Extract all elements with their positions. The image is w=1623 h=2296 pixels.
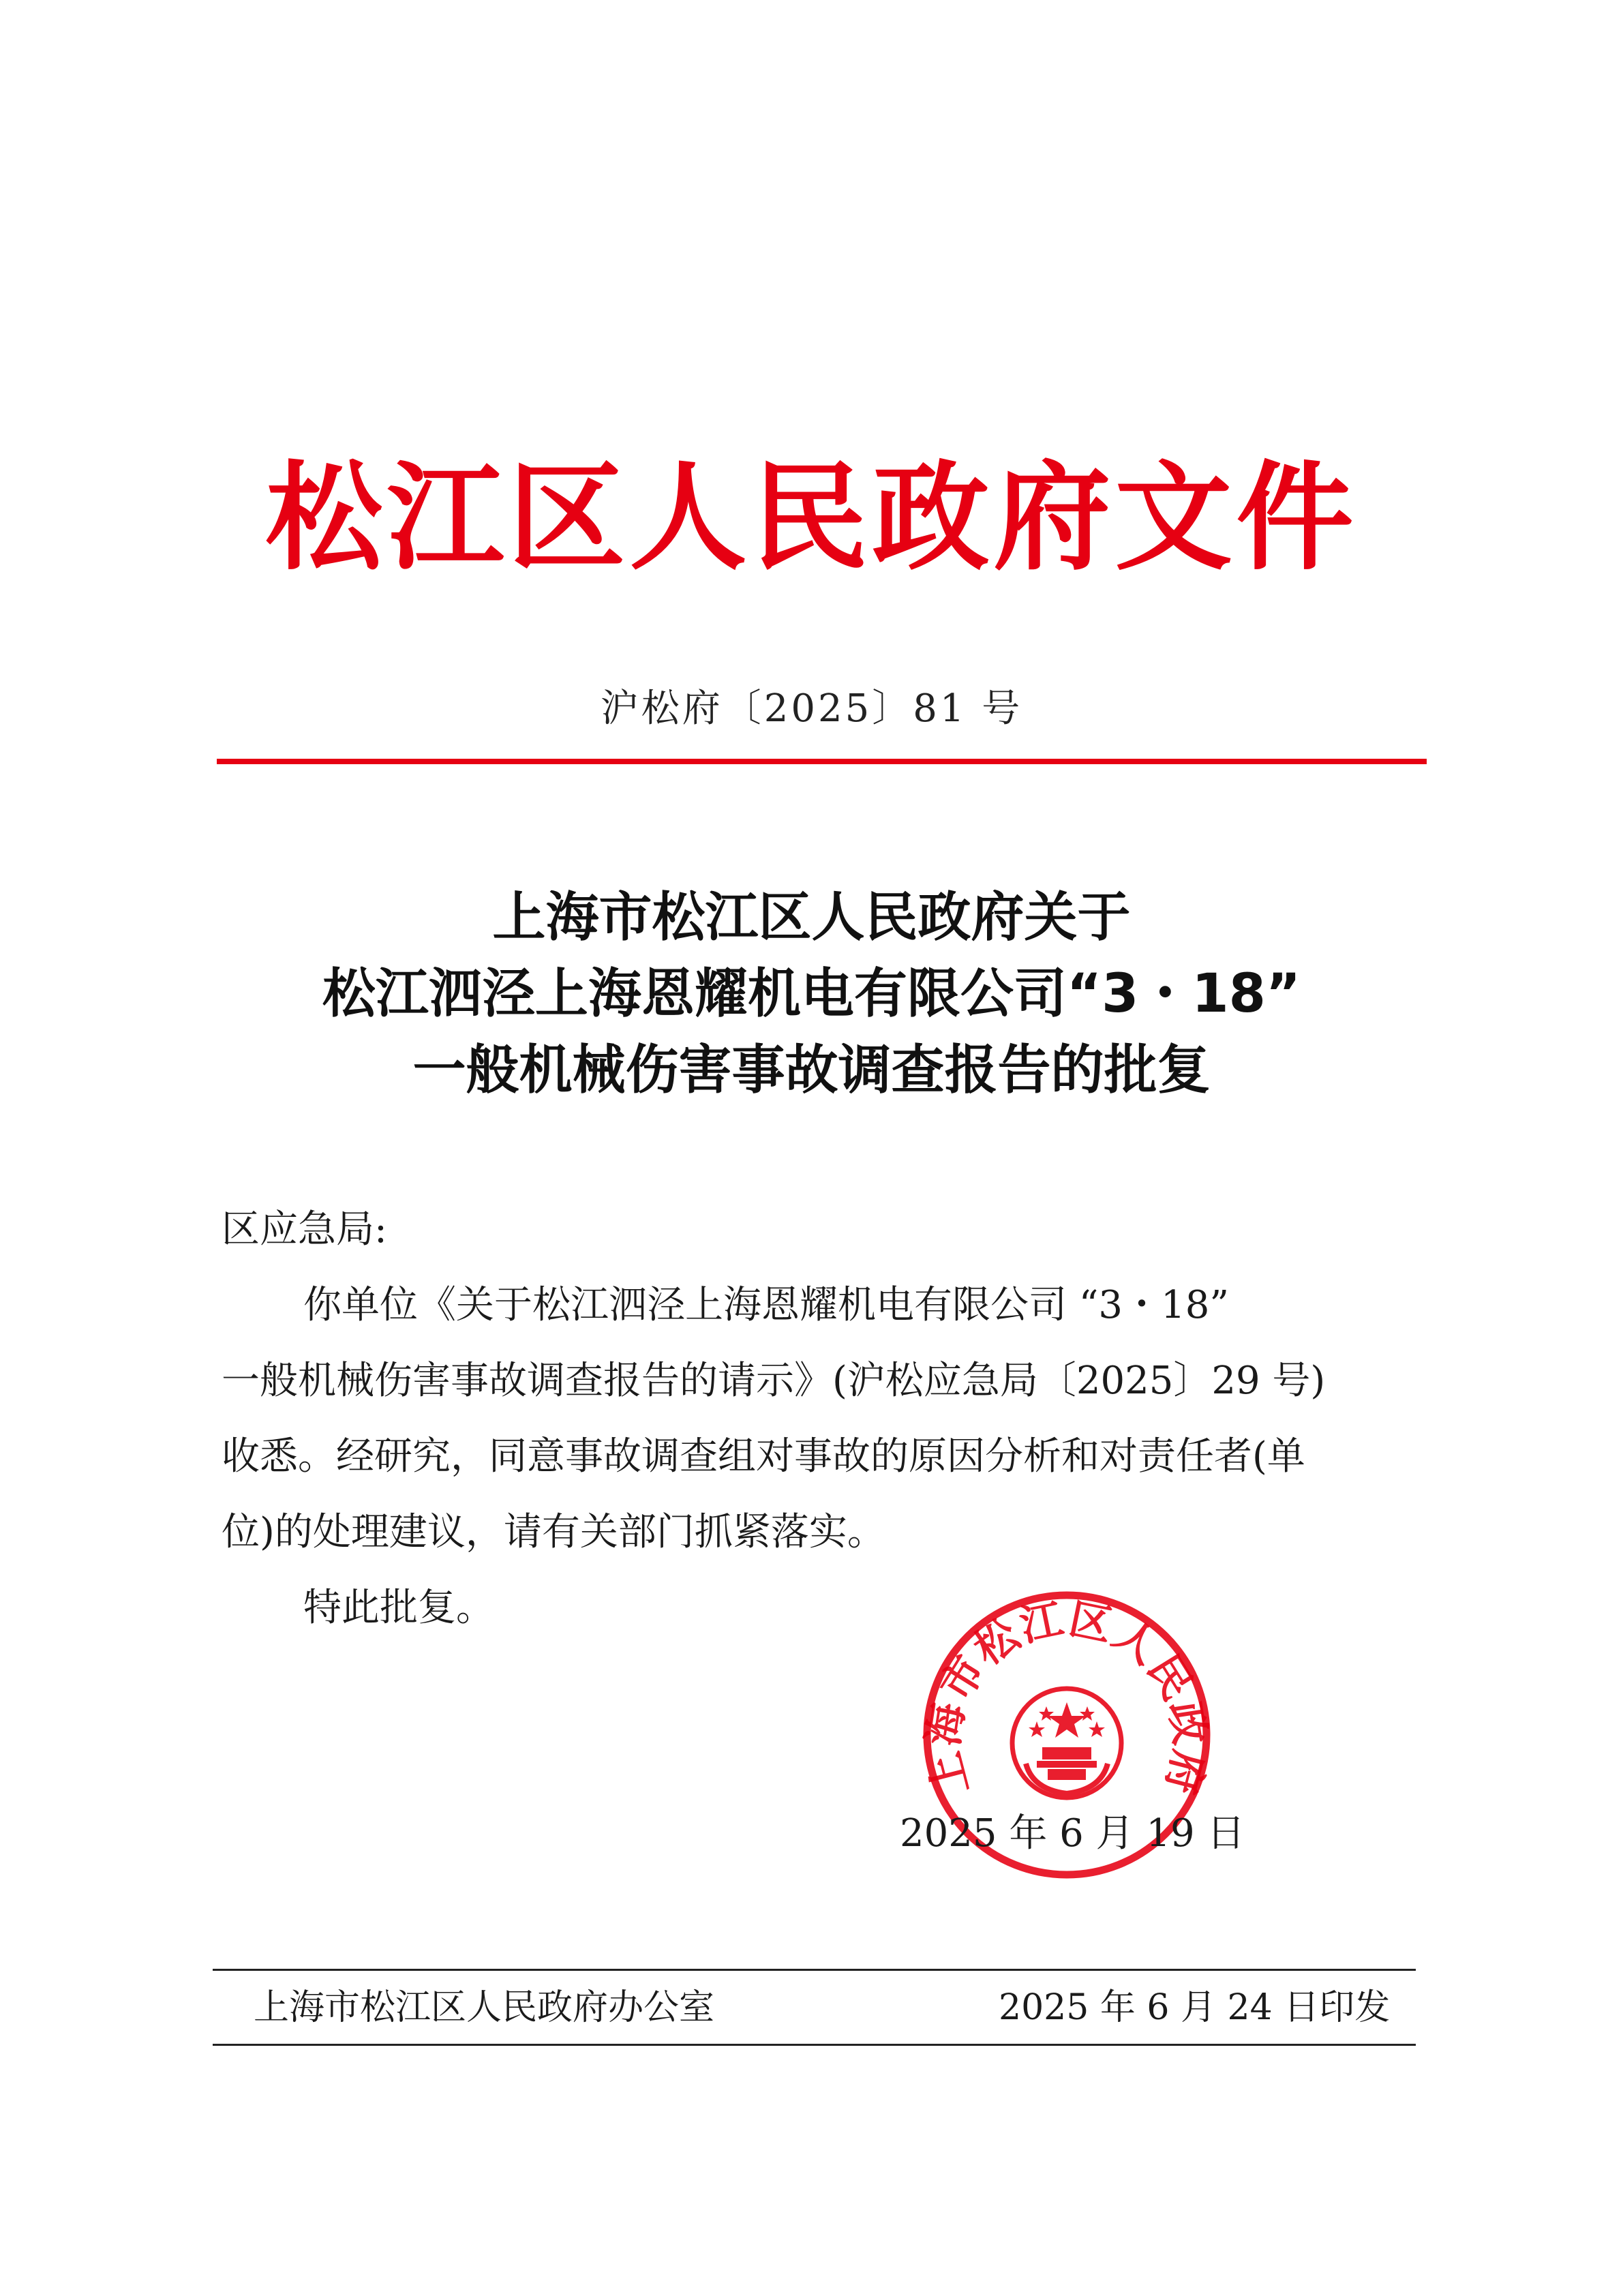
national-emblem-icon <box>1012 1689 1121 1798</box>
document-title <box>0 879 1623 1108</box>
document-body <box>222 1192 1428 1646</box>
title-line-2: 松江泗泾上海恩耀机电有限公司“3・18” <box>322 963 1301 1025</box>
body-line-1: 你单位《关于松江泗泾上海恩耀机电有限公司 “3・18” <box>303 1283 1229 1327</box>
red-separator-rule <box>217 759 1427 764</box>
signature-date: 2025 年 6 月 19 日 <box>900 1811 1245 1856</box>
masthead-title: 松江区人民政府文件 <box>265 449 1358 586</box>
addressee: 区应急局: <box>222 1207 387 1252</box>
body-line-2: 一般机械伤害事故调查报告的请示》(沪松应急局〔2025〕29 号) <box>222 1359 1326 1403</box>
footer-top-rule <box>213 1969 1416 1971</box>
issuing-office: 上海市松江区人民政府办公室 <box>254 1987 715 2028</box>
title-line-1: 上海市松江区人民政府关于 <box>492 887 1131 948</box>
document-number: 沪松府〔2025〕81 号 <box>600 686 1023 731</box>
body-line-3: 收悉。经研究，同意事故调查组对事故的原因分析和对责任者(单 <box>222 1434 1305 1479</box>
body-line-4: 位)的处理建议，请有关部门抓紧落实。 <box>222 1510 885 1554</box>
seal-text: 上海市松江区人民政府 <box>917 1593 1216 1801</box>
title-line-3: 一般机械伤害事故调查报告的批复 <box>412 1040 1211 1101</box>
issue-date: 2025 年 6 月 24 日印发 <box>999 1987 1391 2028</box>
closing-phrase: 特此批复。 <box>303 1586 494 1630</box>
footer-bottom-rule <box>213 2044 1416 2046</box>
